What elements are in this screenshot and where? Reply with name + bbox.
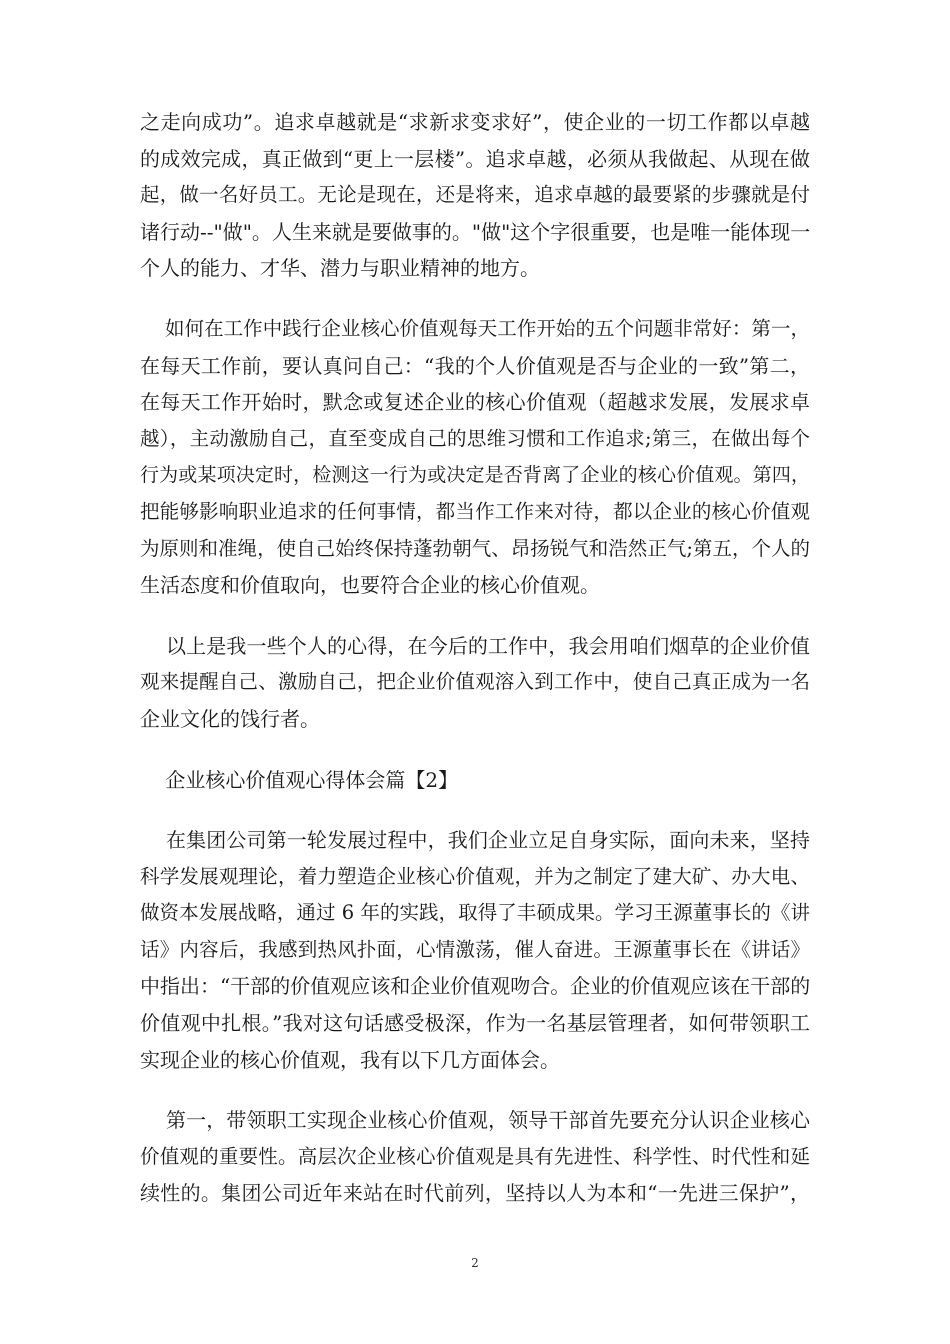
paragraph-gap bbox=[140, 1078, 810, 1102]
paragraph bbox=[140, 1102, 810, 1212]
paragraph bbox=[140, 311, 810, 604]
text-line: 把能够影响职业追求的任何事情，都当作工作来对待，都以企业的核心价值观 bbox=[140, 499, 810, 523]
text-line: 续性的。集团公司近年来站在时代前列，坚持以人为本和“一先进三保护”， bbox=[140, 1181, 810, 1206]
text-line: 话》内容后，我感到热风扑面，心情激荡，催人奋进。王源董事长在《讲话》 bbox=[140, 937, 810, 961]
paragraph-gap bbox=[140, 287, 810, 311]
text-line: 在每天工作前，要认真问自己：“我的个人价值观是否与企业的一致”第二， bbox=[140, 353, 810, 378]
text-line: 在集团公司第一轮发展过程中，我们企业立足自身实际，面向未来，坚持 bbox=[140, 828, 810, 853]
paragraph-gap bbox=[140, 798, 810, 822]
text-line: 做资本发展战略，通过 6 年的实践，取得了丰硕成果。学习王源董事长的《讲 bbox=[140, 901, 810, 925]
text-line: 在每天工作开始时，默念或复述企业的核心价值观（超越求发展，发展求卓 bbox=[140, 390, 810, 415]
text-line: 的成效完成，真正做到“更上一层楼”。追求卓越，必须从我做起、从现在做 bbox=[140, 146, 810, 171]
text-line: 诸行动--"做"。人生来就是要做事的。"做"这个字很重要，也是唯一能体现一 bbox=[140, 219, 811, 244]
text-line: 科学发展观理论，着力塑造企业核心价值观，并为之制定了建大矿、办大电、 bbox=[140, 864, 810, 888]
paragraph bbox=[140, 628, 810, 738]
text-line: 如何在工作中践行企业核心价值观每天工作开始的五个问题非常好：第一， bbox=[140, 316, 810, 340]
heading-line: 企业核心价值观心得体会篇【2】 bbox=[140, 767, 459, 792]
paragraph bbox=[140, 104, 810, 287]
text-line: 行为或某项决定时，检测这一行为或决定是否背离了企业的核心价值观。第四， bbox=[140, 464, 810, 487]
text-line: 实现企业的核心价值观，我有以下几方面体会。 bbox=[140, 1047, 560, 1072]
text-line: 企业文化的饯行者。 bbox=[140, 706, 320, 731]
paragraph-gap bbox=[140, 604, 810, 628]
text-line: 越），主动激励自己，直至变成自己的思维习惯和工作追求;第三，在做出每个 bbox=[140, 426, 810, 450]
text-line: 价值观中扎根。”我对这句话感受极深，作为一名基层管理者，如何带领职工 bbox=[140, 1011, 810, 1036]
text-line: 生活态度和价值取向，也要符合企业的核心价值观。 bbox=[140, 573, 600, 598]
text-line: 观来提醒自己、激励自己，把企业价值观溶入到工作中，使自己真正成为一名 bbox=[140, 670, 810, 694]
paragraph-gap bbox=[140, 738, 810, 762]
text-line: 价值观的重要性。高层次企业核心价值观是具有先进性、科学性、时代性和延 bbox=[140, 1144, 810, 1168]
page-number: 2 bbox=[471, 1256, 479, 1270]
document-body bbox=[140, 104, 810, 1212]
text-line: 第一，带领职工实现企业核心价值观，领导干部首先要充分认识企业核心 bbox=[140, 1108, 810, 1133]
text-line: 以上是我一些个人的心得，在今后的工作中，我会用咱们烟草的企业价值 bbox=[140, 633, 810, 658]
text-line: 中指出：“干部的价值观应该和企业价值观吻合。企业的价值观应该在干部的 bbox=[140, 974, 811, 999]
text-line: 个人的能力、才华、潜力与职业精神的地方。 bbox=[140, 256, 540, 281]
text-line: 起，做一名好员工。无论是现在，还是将来，追求卓越的最要紧的步骤就是付 bbox=[140, 183, 810, 207]
text-line: 之走向成功”。追求卓越就是“求新求变求好”，使企业的一切工作都以卓越 bbox=[140, 110, 810, 134]
paragraph bbox=[140, 822, 810, 1078]
text-line: 为原则和准绳，使自己始终保持蓬勃朝气、昂扬锐气和浩然正气;第五，个人的 bbox=[140, 536, 810, 560]
section-heading bbox=[140, 762, 810, 799]
